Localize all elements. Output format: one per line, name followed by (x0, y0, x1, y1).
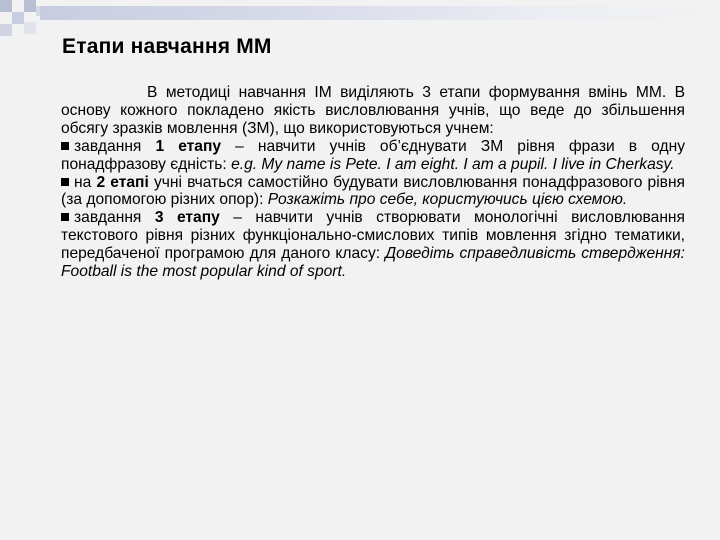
item-example: Розкажіть про себе, користуючись цією схемою. (267, 191, 628, 209)
item-text: учні вчаться самостійно будувати висловлювання понадфразового рівня (за допомогою різних опор): (61, 173, 685, 209)
item-prefix: завдання (74, 137, 156, 155)
slide-title: Етапи навчання ММ (62, 35, 272, 58)
header-decor-bar (40, 6, 720, 20)
intro-paragraph: В методиці навчання ІМ виділяють 3 етапи формування вмінь ММ. В основу кожного покладено якість висловлювання учнів, що веде до збільшення обсягу зразків мовлення (ЗМ), що використовуються учнем: (61, 84, 685, 137)
square-bullet-icon (61, 178, 69, 186)
square-bullet-icon (61, 142, 69, 150)
item-example: e.g. My name is Pete. I am eight. I am a pupil. I live in Cherkasy. (231, 155, 675, 173)
item-stage: 3 етапу (154, 209, 220, 227)
item-prefix: завдання (74, 209, 155, 227)
slide-body (61, 84, 685, 281)
list-item-stage-2 (61, 174, 685, 210)
item-stage: 1 етапу (155, 137, 222, 155)
square-bullet-icon (61, 213, 69, 221)
item-text: – навчити учнів об’єднувати ЗМ рівня фрази в одну понадфразову єдність: (61, 137, 685, 173)
item-prefix: на (74, 173, 97, 191)
list-item-stage-1 (61, 138, 685, 174)
item-text: – навчити учнів створювати монологічні висловлювання текстового рівня різних функціонально-смислових типів мовлення згідно тематики, передбаченої програмою для даного класу: (61, 209, 685, 263)
item-stage: 2 етапі (96, 173, 149, 191)
list-item-stage-3 (61, 209, 685, 281)
item-example: Доведіть справедливість ствердження: Football is the most popular kind of sport. (61, 245, 685, 281)
